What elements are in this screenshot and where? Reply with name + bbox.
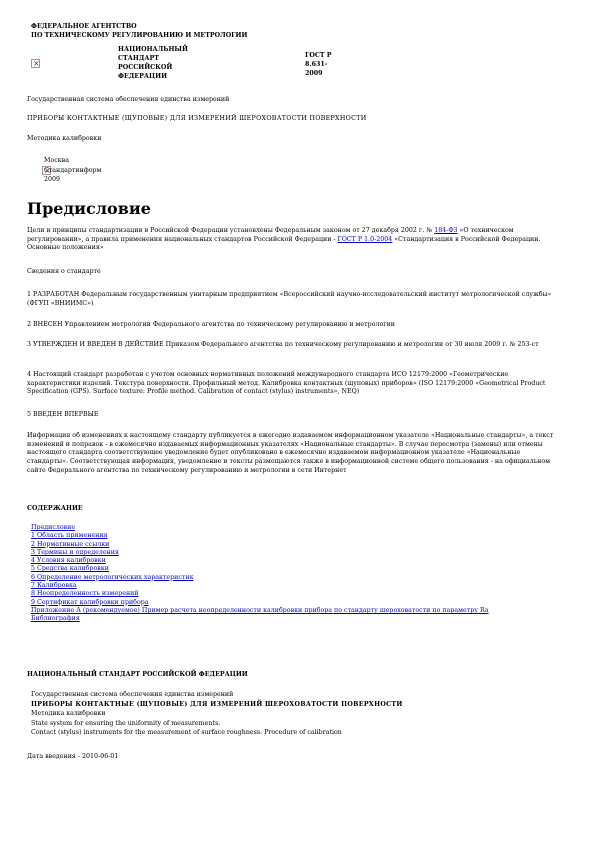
toc-list	[31, 524, 511, 624]
toc-link-scope[interactable]: 1 Область применения	[31, 532, 108, 540]
publisher-info: Москва Стандартинформ 2009	[44, 157, 102, 183]
law-link[interactable]: 184-ФЗ	[434, 227, 458, 234]
agency-line-1: ФЕДЕРАЛЬНОЕ АГЕНТСТВО	[31, 23, 137, 30]
agency-line-2: ПО ТЕХНИЧЕСКОМУ РЕГУЛИРОВАНИЮ И МЕТРОЛОГИИ	[31, 32, 248, 39]
info-item-3: 3 УТВЕРЖДЕН И ВВЕДЕН В ДЕЙСТВИЕ Приказом Федерального агентства по техническому регулированию и метрологии от 30 июля 2009 г. № 253-ст	[27, 341, 539, 348]
info-item-5: 5 ВВЕДЕН ВПЕРВЫЕ	[27, 411, 99, 418]
standard-heading: НАЦИОНАЛЬНЫЙ СТАНДАРТ РОССИЙСКОЙ ФЕДЕРАЦИИ	[27, 671, 248, 678]
foreword-intro: Цели и принципы стандартизации в Российской Федерации установлены Федеральным законом от 27 декабря 2002 г. № 184-ФЗ «О техническом регулировании», а правила применения национальных стандартов Российской Федерации - ГОСТ Р 1.0-2004 «Стандартизация в Российской Федерации. Основные положения»	[27, 227, 541, 252]
introduction-date: Дата введения - 2010-06-01	[27, 753, 119, 760]
standard-devices: ПРИБОРЫ КОНТАКТНЫЕ (ЩУПОВЫЕ) ДЛЯ ИЗМЕРЕНИЙ ШЕРОХОВАТОСТИ ПОВЕРХНОСТИ	[31, 700, 403, 708]
info-item-2: 2 ВНЕСЕН Управлением метрологии Федерального агентства по техническому регулированию и метрологии	[27, 321, 395, 328]
toc-link-bibliography[interactable]: Библиография	[31, 615, 80, 623]
devices-title: ПРИБОРЫ КОНТАКТНЫЕ (ЩУПОВЫЕ) ДЛЯ ИЗМЕРЕНИЙ ШЕРОХОВАТОСТИ ПОВЕРХНОСТИ	[27, 115, 367, 122]
standard-en-system: State system for ensuring the uniformity of measurements.	[31, 719, 221, 727]
system-title: Государственная система обеспечения единства измерений	[27, 96, 230, 103]
toc-link-appendix-a[interactable]: Приложение А (рекомендуемое) Пример расчета неопределенности калибровки прибора по стандарту шероховатости по параметру Ra	[31, 606, 489, 614]
toc-link-foreword[interactable]: Предисловие	[31, 524, 76, 531]
standard-en-title: Contact (stylus) instruments for the measurement of surface roughness. Procedure of calibration	[31, 729, 342, 737]
notice-paragraph: Информация об изменениях к настоящему стандарту публикуется в ежегодно издаваемом информационном указателе «Национальные стандарты», а текст изменений и поправок - в ежемесячно издаваемых информационных указателях «Национальные стандарты». В случае пересмотра (замены) или отмены настоящего стандарта соответствующее уведомление будет опубликовано в ежемесячно издаваемом информационном указателе «Национальные стандарты». Соответствующая информация, уведомление и тексты размещаются также в информационной системе общего пользования - на официальном сайте Федерального агентства по техническому регулированию и метрологии в сети Интернет	[27, 432, 554, 474]
toc-link-references[interactable]: 2 Нормативные ссылки	[31, 540, 110, 548]
method-title: Методика калибровки	[27, 135, 102, 142]
gost-link[interactable]: ГОСТ Р 1.0-2004	[337, 235, 393, 243]
standard-method: Методика калибровки	[31, 710, 106, 718]
toc-heading: СОДЕРЖАНИЕ	[27, 505, 83, 512]
gost-number: ГОСТ Р 8.631- 2009	[305, 52, 332, 77]
broken-image-icon	[31, 59, 40, 68]
toc-link-terms[interactable]: 3 Термины и определения	[31, 548, 119, 556]
toc-link-calibration[interactable]: 7 Калибровка	[31, 582, 77, 590]
standard-system: Государственная система обеспечения единства измерений	[31, 691, 234, 698]
national-standard-label: НАЦИОНАЛЬНЫЙ СТАНДАРТ РОССИЙСКОЙ ФЕДЕРАЦИИ	[118, 46, 188, 80]
toc-link-conditions[interactable]: 4 Условия калибровки	[31, 557, 106, 565]
foreword-heading: Предисловие	[27, 199, 151, 218]
toc-link-means[interactable]: 5 Средства калибровки	[31, 565, 109, 573]
info-item-1: 1 РАЗРАБОТАН Федеральным государственным унитарным предприятием «Всероссийский научно-исследовательский институт метрологической службы» (ФГУП «ВНИИМС»)	[27, 291, 552, 307]
toc-link-certificate[interactable]: 9 Сертификат калибровки прибора	[31, 598, 149, 606]
info-heading: Сведения о стандарте	[27, 268, 101, 275]
toc-link-uncertainty[interactable]: 8 Неопределенность измерений	[31, 590, 139, 598]
info-item-4: 4 Настоящий стандарт разработан с учетом основных нормативных положений международного стандарта ИСО 12179:2000 «Геометрические характеристики изделий. Текстура поверхности. Профильный метод. Калибровка контактных (щуповых) приборов» (ISO 12179:2000 «Geometrical Product Specification (GPS). Surface texture: Profile method. Calibration of contact (stylus) instruments», NEQ)	[27, 371, 546, 396]
standard-title-block	[31, 690, 403, 738]
toc-link-characteristics[interactable]: 6 Определение метрологических характеристик	[31, 573, 194, 581]
